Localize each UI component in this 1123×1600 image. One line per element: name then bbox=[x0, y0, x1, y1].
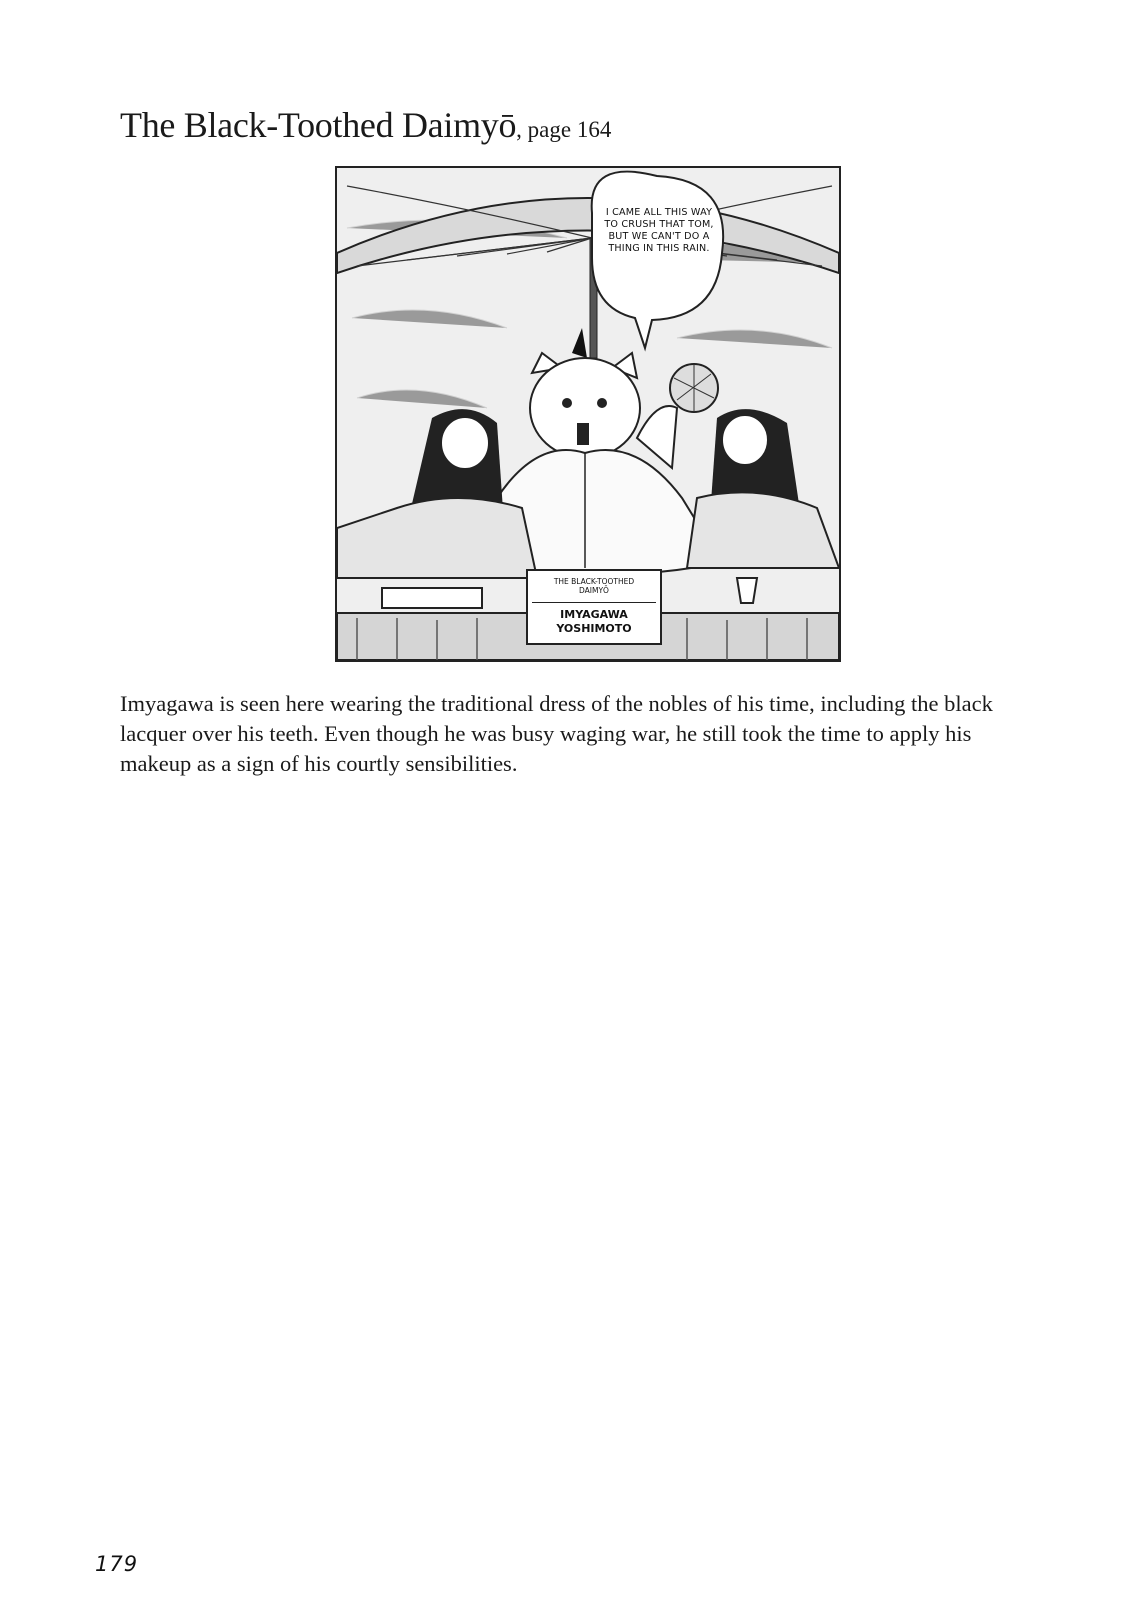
speech-bubble-text: I CAME ALL THIS WAY TO CRUSH THAT TOM, BUT WE CAN'T DO A THING IN THIS RAIN. bbox=[604, 207, 714, 254]
heading-title: The Black-Toothed Daimyō bbox=[120, 105, 517, 145]
body-paragraph: Imyagawa is seen here wearing the traditional dress of the nobles of his time, including the black lacquer over his teeth. Even though he was busy waging war, he still took the time to apply his makeup as a sign of his courtly sensibilities. bbox=[120, 691, 993, 776]
character-caption-box bbox=[526, 569, 662, 645]
caption-character-name: IMYAGAWA YOSHIMOTO bbox=[556, 608, 632, 635]
caption-title: THE BLACK-TOOTHED DAIMYŌ bbox=[553, 577, 635, 595]
page-number: 179 bbox=[95, 1552, 139, 1576]
heading-page-reference: , page 164 bbox=[516, 117, 612, 142]
caption-divider bbox=[532, 602, 656, 603]
page-heading bbox=[120, 104, 611, 146]
